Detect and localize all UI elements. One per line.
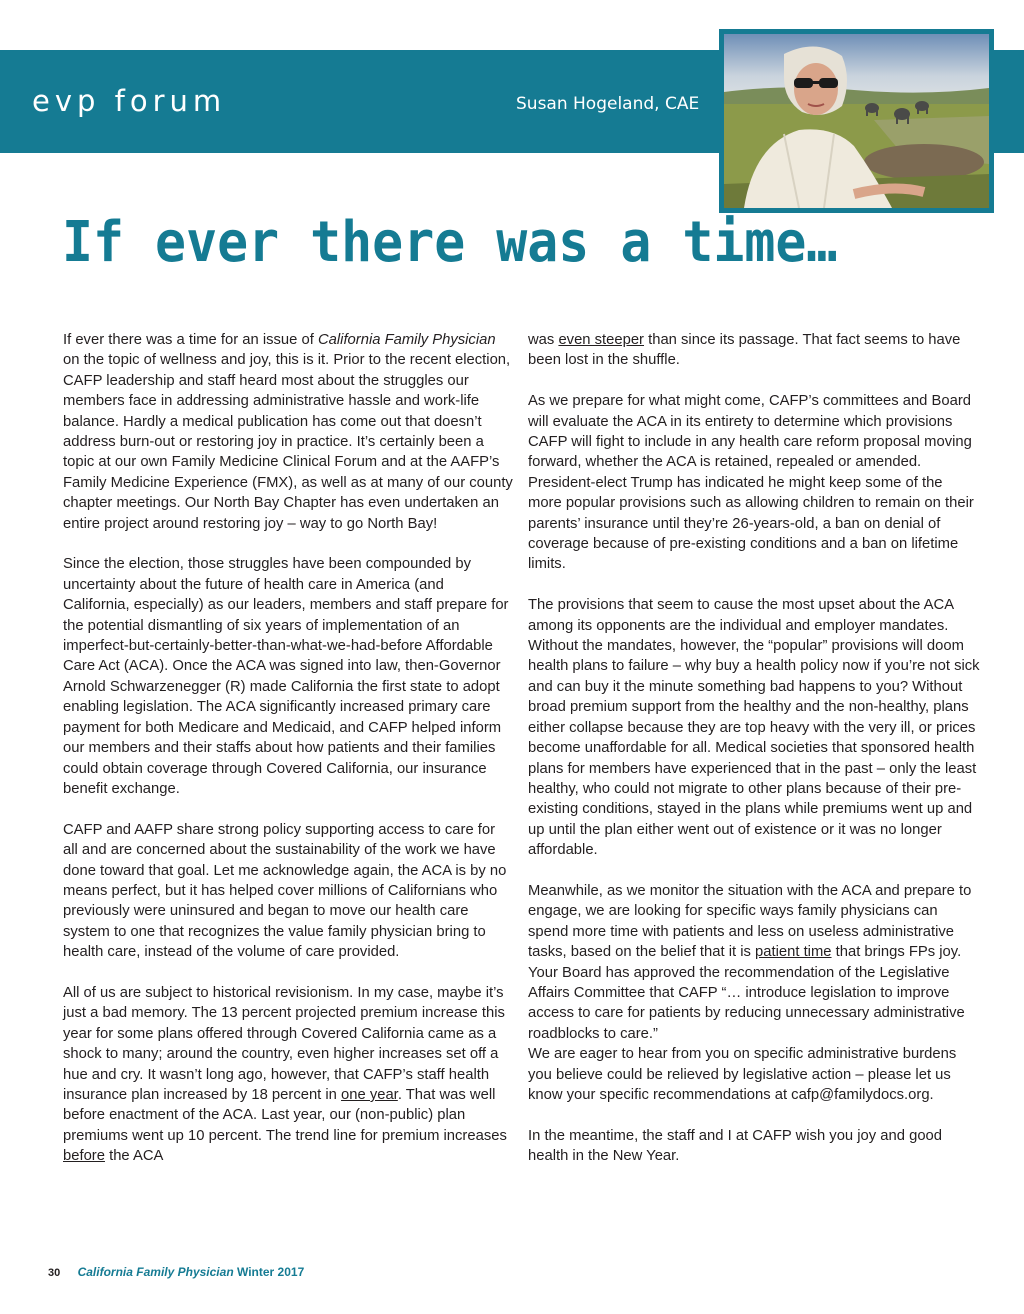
footer-publication: California Family Physician (77, 1265, 234, 1279)
page-number: 30 (48, 1267, 61, 1279)
page-footer (48, 1264, 304, 1281)
paragraph: Since the election, those struggles have been compounded by uncertainty about the future of health care in America (and California, especially) as our leaders, members and staff prepare for the potential dismantling of six years of implementation of an imperfect-but-certainly-better-than-what-we-had-before Affordable Care Act (ACA). Once the ACA was signed into law, then-Governor Arnold Schwarzenegger (R) made California the first state to adopt enabling legislation. The ACA significantly increased primary care payment for both Medicare and Medicaid, and CAFP helped inform our members and their staffs about how patients and their families could obtain coverage through Covered California, our insurance benefit exchange. (63, 556, 509, 797)
article-column-left (63, 330, 513, 1187)
publication-title: California Family Physician (317, 332, 496, 348)
paragraph: was even steeper than since its passage. That fact seems to have been lost in the shuffle. (528, 332, 961, 369)
footer-issue: Winter 2017 (237, 1265, 305, 1279)
underlined-text: one year (341, 1086, 398, 1103)
section-label: evp forum (32, 84, 227, 118)
paragraph: In the meantime, the staff and I at CAFP wish you joy and good health in the New Year. (528, 1127, 943, 1165)
author-name: Susan Hogeland, CAE (516, 94, 700, 114)
paragraph: If ever there was a time for an issue of California Family Physician on the topic of wellness and joy, this is it. Prior to the recent election, CAFP leadership and staff heard most about the struggles our members face in addressing administrative hassle and work-life balance. Hardly a medical publication has come out that doesn’t address burn-out or restoring joy in practice. It’s certainly been a topic at our own Family Medicine Clinical Forum and at the AAFP’s Family Medicine Experience (FMX), as well as at many of our county chapter meetings. Our North Bay Chapter has even undertaken an entire project around restoring joy – way to go North Bay! (63, 332, 513, 532)
paragraph: CAFP and AAFP share strong policy supporting access to care for all and are concerned about the sustainability of the work we have done toward that goal. Let me acknowledge again, the ACA is by no means perfect, but it has helped cover millions of Californians who previously were uninsured and began to move our health care system to one that recognizes the value family physician bring to health care, instead of the volume of care provided. (63, 821, 507, 961)
page-title: If ever there was a time… (62, 210, 838, 275)
article-column-right (528, 330, 980, 1187)
underlined-text: even steeper (558, 332, 644, 348)
paragraph: Meanwhile, as we monitor the situation with the ACA and prepare to engage, we are looking for specific ways family physicians can spend more time with patients and less on useless administrative tasks, based on the belief that it is patient time that brings FPs joy. Your Board has approved the recommendation of the Legislative Affairs Committee that CAFP “… introduce legislation to improve access to care for patients by reducing unnecessary administrative roadblocks to care.” We are eager to hear from you on specific administrative burdens you believe could be relieved by legislative action – please let us know your specific recommendations at cafp@familydocs.org. (528, 882, 972, 1103)
underlined-text: patient time (755, 944, 832, 961)
paragraph: All of us are subject to historical revisionism. In my case, maybe it’s just a bad memory. The 13 percent projected premium increase this year for some plans offered through Covered California came as a shock to many; around the country, even higher increases set off a hue and cry. It wasn’t long ago, however, that CAFP’s staff health insurance plan increased by 18 percent in one year. That was well before enactment of the ACA. Last year, our (non-public) plan premiums went up 10 percent. The trend line for premium increases before the ACA (63, 984, 507, 1165)
underlined-text: before (63, 1148, 105, 1165)
paragraph: The provisions that seem to cause the most upset about the ACA among its opponents are the individual and employer mandates. Without the mandates, however, the “popular” provisions will doom health plans to failure – why buy a health policy now if you’re not sick and can buy it the minute something bad happens to you? Without broad premium support from the healthy and the non-healthy, plans either collapse because they are top heavy with the very ill, or prices become unaffordable for all. Medical societies that sponsored health plans for members have experienced that in the past – only the least healthy, who could not migrate to other plans because of their pre-existing conditions, stayed in the plans while premiums went up and up until the plan either went out of existence or it was no longer affordable. (528, 597, 980, 859)
author-photo (719, 29, 994, 213)
author-photo-icon (724, 34, 989, 208)
paragraph: As we prepare for what might come, CAFP’s committees and Board will evaluate the ACA in its entirety to determine which provisions CAFP will fight to include in any health care reform proposal moving forward, whether the ACA is retained, repealed or amended. President-elect Trump has indicated he might keep some of the more popular provisions such as allowing children to remain on their parents’ insurance until they’re 26-years-old, a ban on denial of coverage because of pre-existing conditions and a ban on lifetime limits. (528, 393, 974, 573)
